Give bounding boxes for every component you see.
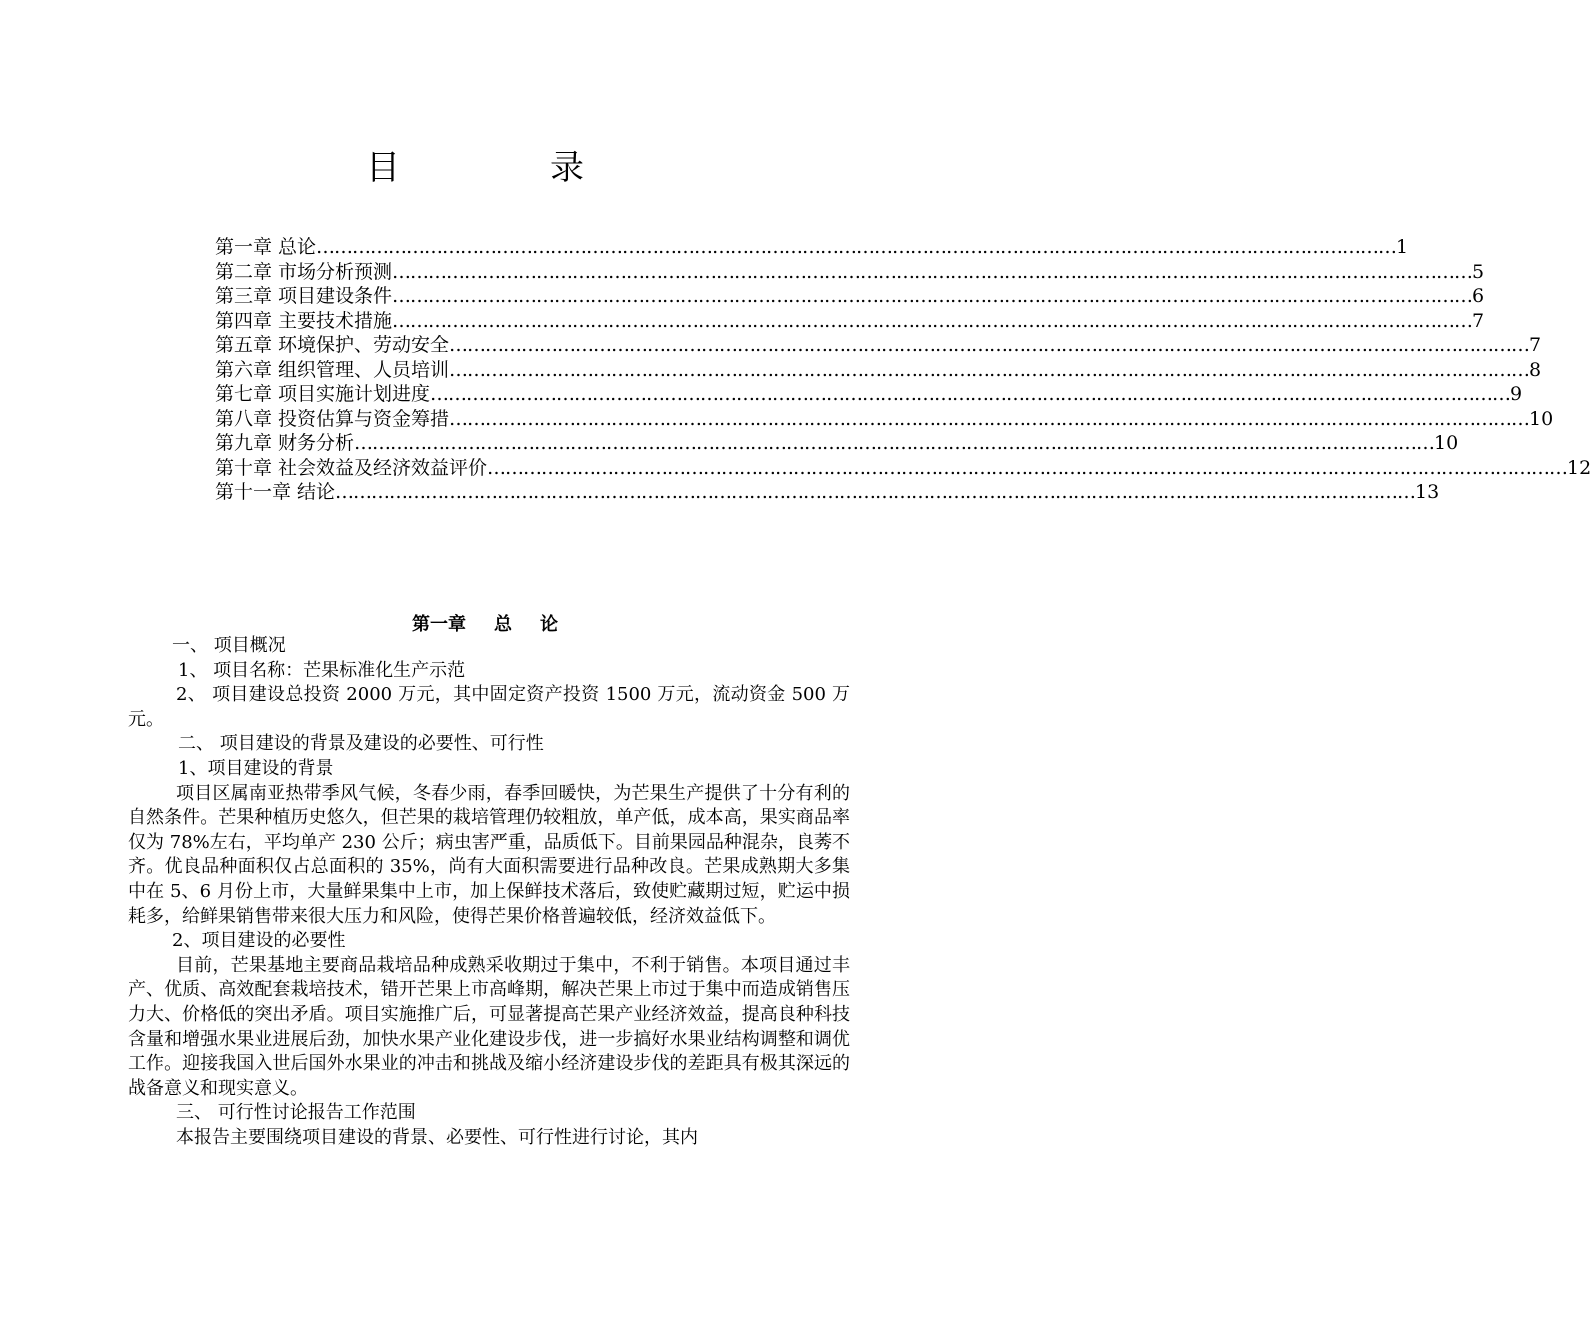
toc-entry-label: 第十章 社会效益及经济效益评价 [215,456,488,479]
toc-entry-page: 10 [1529,407,1554,430]
toc-entry-page: 7 [1472,309,1485,332]
toc-entry [215,309,1485,334]
toc-entry-label: 第八章 投资估算与资金筹措 [215,407,450,430]
toc-entry-page: 10 [1434,432,1459,454]
toc-entry [215,480,1440,505]
toc-entry [215,456,1591,481]
toc-entry-label: 第五章 环境保护、劳动安全 [215,334,450,356]
section-heading-scope: 三、 可行性讨论报告工作范围 [176,1102,416,1124]
toc-entry [215,284,1485,309]
list-item-investment: 2、 项目建设总投资 2000 万元，其中固定资产投资 1500 万元，流动资金 500 万元。 [128,684,850,730]
toc-entry-page: 7 [1529,334,1542,356]
toc-leader-dots: ……………………………………………………………………………………………………………………………………………………………… [354,432,1435,454]
subsection-heading-background: 1、项目建设的背景 [178,757,334,779]
toc-entry [215,333,1542,358]
toc-entry-label: 第二章 市场分析预测 [215,260,393,283]
toc-entry-label: 第九章 财务分析 [215,432,355,454]
toc-entry-page: 1 [1396,236,1409,258]
toc-entry-label: 第十一章 结论 [215,481,336,503]
toc-entry-page: 12 [1567,456,1591,479]
toc-leader-dots: ……………………………………………………………………………………………………………………………………………………………… [392,260,1473,283]
chapter-heading-word1: 总 [494,614,512,635]
toc-leader-dots: ……………………………………………………………………………………………………………………………………………………………… [487,456,1568,479]
toc-entry-label: 第六章 组织管理、人员培训 [215,358,450,381]
paragraph-scope: 本报告主要围绕项目建设的背景、必要性、可行性进行讨论，其内 [176,1126,698,1148]
chapter-heading-number: 第一章 [412,614,466,635]
toc-entry-label: 第三章 项目建设条件 [215,285,393,307]
toc-entry-label: 第一章 总论 [215,236,317,258]
section-heading-overview: 一、 项目概况 [172,635,286,656]
toc-entry-label: 第七章 项目实施计划进度 [215,383,431,405]
paragraph-background: 项目区属南亚热带季风气候，冬春少雨，春季回暖快，为芒果生产提供了十分有利的自然条件。芒果种植历史悠久，但芒果的栽培管理仍较粗放，单产低，成本高，果实商品率仅为 78%左右，平均单产 230 公斤；病虫害严重，品质低下。目前果园品种混杂，良莠不齐。优良品种面积仅占总面积的 35%，尚有大面积需要进行品种改良。芒果成熟期大多集中在 5、6 月份上市，大量鲜果集中上市，加上保鲜技术落后，致使贮藏期过短，贮运中损耗多，给鲜果销售带来很大压力和风险，使得芒果价格普遍较低，经济效益低下。 [128,782,850,927]
chapter-body [128,634,850,1150]
toc-leader-dots: ……………………………………………………………………………………………………………………………………………………………… [449,407,1530,430]
toc-title [0,140,950,189]
paragraph-necessity: 目前，芒果基地主要商品栽培品种成熟采收期过于集中，不利于销售。本项目通过丰产、优质、高效配套栽培技术，错开芒果上市高峰期，解决芒果上市过于集中而造成销售压力大、价格低的突出矛盾。项目实施推广后，可显著提高芒果产业经济效益，提高良种科技含量和增强水果业进展后劲，加快水果产业化建设步伐，进一步搞好水果业结构调整和调优工作。迎接我国入世后国外水果业的冲击和挑战及缩小经济建设步伐的差距具有极其深远的战备意义和现实意义。 [128,954,850,1099]
table-of-contents [215,235,1591,505]
chapter-heading [0,610,970,636]
toc-entry-page: 13 [1415,481,1440,503]
toc-entry [215,431,1459,456]
toc-entry [215,382,1523,407]
toc-title-part2: 录 [550,148,584,188]
toc-entry [215,358,1542,383]
toc-leader-dots: ……………………………………………………………………………………………………………………………………………………………… [392,309,1473,332]
toc-entry [215,235,1409,260]
toc-leader-dots: ……………………………………………………………………………………………………………………………………………………………… [392,285,1473,307]
section-heading-background: 二、 项目建设的背景及建设的必要性、可行性 [178,733,544,755]
toc-entry-page: 8 [1529,358,1542,381]
toc-leader-dots: ……………………………………………………………………………………………………………………………………………………………… [449,334,1530,356]
toc-entry-label: 第四章 主要技术措施 [215,309,393,332]
toc-entry-page: 5 [1472,260,1485,283]
toc-leader-dots: ……………………………………………………………………………………………………………………………………………………………… [335,481,1416,503]
toc-title-part1: 目 [366,148,400,188]
toc-leader-dots: ……………………………………………………………………………………………………………………………………………………………… [430,383,1511,405]
toc-entry [215,407,1554,432]
subsection-heading-necessity: 2、项目建设的必要性 [172,930,346,952]
toc-entry-page: 9 [1510,383,1523,405]
toc-entry-page: 6 [1472,285,1485,307]
toc-entry [215,260,1485,285]
chapter-heading-word2: 论 [540,614,558,635]
list-item-project-name: 1、 项目名称：芒果标准化生产示范 [178,659,466,681]
toc-leader-dots: ……………………………………………………………………………………………………………………………………………………………… [316,236,1397,258]
toc-leader-dots: ……………………………………………………………………………………………………………………………………………………………… [449,358,1530,381]
